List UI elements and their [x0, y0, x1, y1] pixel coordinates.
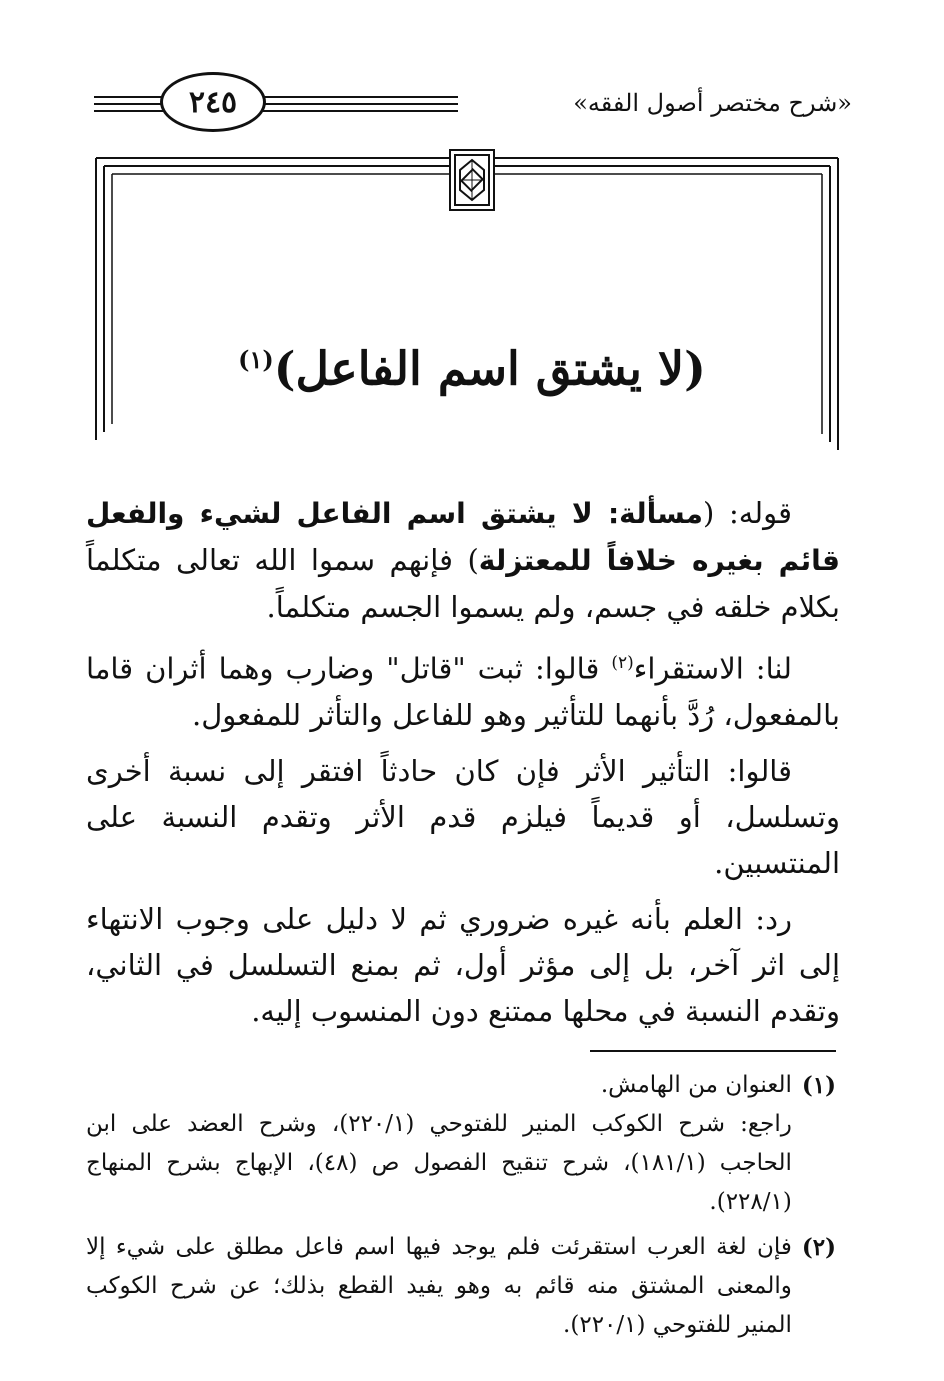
- chapter-title-text: (لا يشتق اسم الفاعل): [273, 341, 706, 396]
- ornament-icon: [450, 150, 494, 210]
- body-text: [86, 490, 840, 1044]
- paragraph-4: رد: العلم بأنه غيره ضروري ثم لا دليل على وجوب الانتهاء إلى اثر آخر، بل إلى مؤثر أول، ثم بمنع التسلسل في الثاني، وتقدم النسبة في محلها ممتنع دون المنسوب إليه.: [86, 901, 840, 1028]
- paragraph-1-bold: مسألة: لا يشتق اسم الفاعل لشيء والفعل قائم بغيره خلافاً للمعتزلة: [86, 497, 840, 577]
- paragraph-2: [86, 640, 840, 738]
- paragraph-2-note: (٢): [611, 653, 634, 673]
- footnote-separator: [590, 1050, 836, 1052]
- footnote-2-marker: (٢): [801, 1234, 836, 1261]
- footnote-1: [86, 1066, 836, 1222]
- chapter-title-note: (١): [238, 345, 274, 374]
- footnote-2: [86, 1228, 836, 1345]
- footnote-1-marker: (١): [801, 1072, 836, 1099]
- footnote-1-line-1: العنوان من الهامش.: [600, 1072, 792, 1098]
- paragraph-3: قالوا: التأثير الأثر فإن كان حادثاً افتقر إلى نسبة أخرى وتسلسل، أو قديماً فيلزم قدم الأثر وتقدم النسبة على المنتسبين.: [86, 753, 840, 880]
- footnote-2-body: [86, 1228, 792, 1345]
- paragraph-1: [86, 490, 840, 630]
- running-title: «شرح مختصر أصول الفقه»: [573, 89, 852, 117]
- chapter-title: [120, 330, 824, 398]
- page-number-text: ٢٤٥: [188, 84, 238, 120]
- footnote-2-line-1: فإن لغة العرب استقرئت فلم يوجد فيها اسم فاعل مطلق على شيء إلا والمعنى المشتق منه قائم به وهو يفيد القطع بذلك؛ عن شرح الكوكب المنير للفتوحي (٢٢٠/١).: [86, 1234, 792, 1338]
- footnotes: [86, 1066, 836, 1351]
- footnote-1-line-2: راجع: شرح الكوكب المنير للفتوحي (٢٢٠/١)، وشرح العضد على ابن الحاجب (١٨١/١)، شرح تنقيح الفصول ص (٤٨)، الإبهاج بشرح المنهاج (٢٢٨/١).: [86, 1111, 792, 1215]
- footnote-1-body: [86, 1066, 792, 1222]
- paragraph-2-before: لنا: الاستقراء: [633, 651, 792, 686]
- paragraph-1-intro: قوله: (: [702, 496, 792, 530]
- paragraph-1-rest: ) فإنهم سموا الله تعالى متكلماً بكلام خلقه في جسم، ولم يسموا الجسم متكلماً.: [86, 543, 840, 624]
- paragraph-2-after: قالوا: ثبت "قاتل" وضارب وهما أثران قاما بالمفعول، رُدَّ بأنهما للتأثير وهو للفاعل والتأثر للمفعول.: [86, 651, 840, 732]
